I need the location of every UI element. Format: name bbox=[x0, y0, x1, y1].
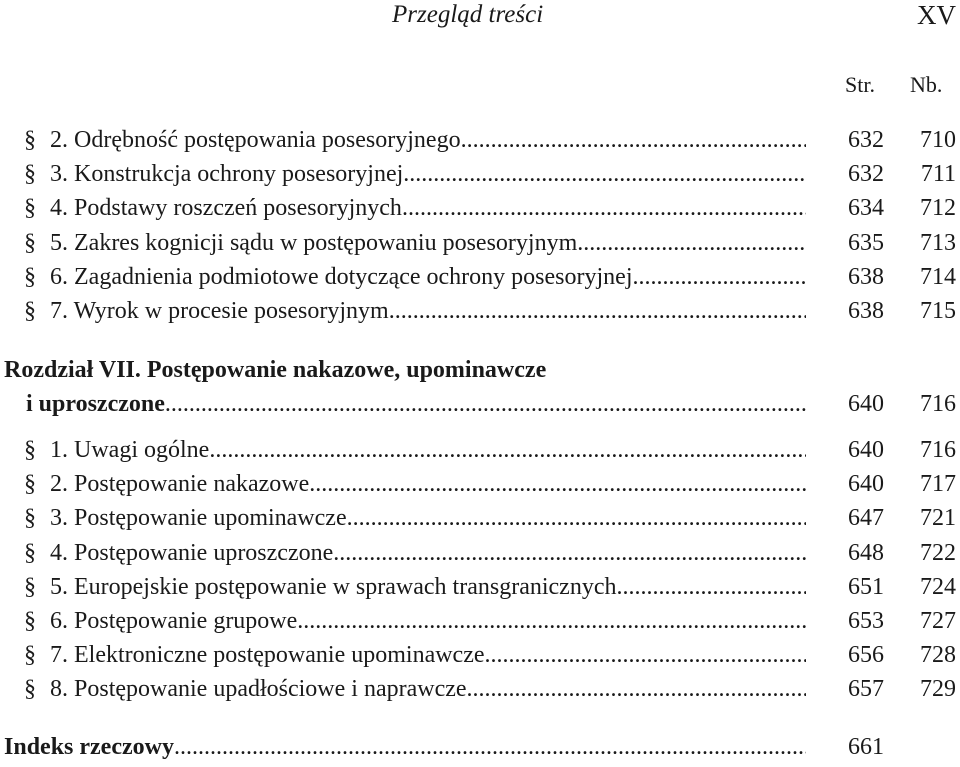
margin-number: 717 bbox=[920, 471, 956, 498]
page-str: 656 bbox=[848, 642, 884, 669]
index-label: Indeks rzeczowy bbox=[4, 734, 174, 760]
margin-number: 713 bbox=[920, 229, 956, 256]
leader-dots bbox=[632, 260, 806, 294]
page-number: XV bbox=[917, 0, 956, 30]
toc-entry-label: 3. Konstrukcja ochrony posesoryjnej bbox=[50, 161, 404, 188]
page-str: 657 bbox=[848, 676, 884, 703]
toc-row[interactable] bbox=[0, 226, 960, 260]
toc-entry-label: 8. Postępowanie upadłościowe i naprawcze bbox=[50, 676, 467, 703]
toc-row[interactable] bbox=[0, 570, 960, 604]
page-str: 638 bbox=[848, 298, 884, 324]
leader-dots bbox=[467, 672, 806, 706]
toc-row[interactable] bbox=[0, 123, 960, 157]
page-str: 638 bbox=[848, 263, 884, 290]
section-symbol: § bbox=[24, 298, 36, 324]
margin-number: 727 bbox=[920, 608, 956, 634]
page-str: 647 bbox=[848, 505, 884, 532]
leader-dots bbox=[333, 536, 806, 570]
leader-dots bbox=[165, 387, 806, 421]
leader-dots bbox=[347, 501, 806, 535]
margin-number: 710 bbox=[920, 127, 956, 153]
page-str: 640 bbox=[848, 471, 884, 498]
section-symbol: § bbox=[24, 539, 36, 566]
margin-number: 729 bbox=[920, 676, 956, 703]
toc-entry-label: 1. Uwagi ogólne bbox=[50, 437, 210, 463]
toc-entry-label: 5. Europejskie postępowanie w sprawach transgranicznych bbox=[50, 573, 617, 600]
toc-entry-label: 6. Postępowanie grupowe bbox=[50, 608, 298, 634]
leader-dots bbox=[174, 730, 806, 764]
leader-dots bbox=[485, 638, 806, 672]
toc-entry-label: 7. Elektroniczne postępowanie upominawcze bbox=[50, 642, 485, 669]
section-symbol: § bbox=[24, 505, 36, 532]
section-symbol: § bbox=[24, 573, 36, 600]
page-str: 634 bbox=[848, 195, 884, 222]
leader-dots bbox=[209, 433, 806, 467]
page-str: 640 bbox=[848, 437, 884, 463]
toc-entry-label: 4. Postępowanie uproszczone bbox=[50, 539, 334, 566]
toc-entry-label: 6. Zagadnienia podmiotowe dotyczące ochrony posesoryjnej bbox=[50, 263, 633, 290]
leader-dots bbox=[402, 191, 806, 225]
toc-entry-label: 7. Wyrok w procesie posesoryjnym bbox=[50, 298, 389, 324]
page-title: Przegląd treści bbox=[392, 1, 544, 28]
leader-dots bbox=[577, 226, 806, 260]
toc-entry-label: 2. Postępowanie nakazowe bbox=[50, 471, 310, 498]
section-symbol: § bbox=[24, 642, 36, 669]
section-symbol: § bbox=[24, 263, 36, 290]
margin-number: 714 bbox=[920, 263, 956, 290]
section-symbol: § bbox=[24, 127, 36, 153]
toc-row[interactable] bbox=[0, 260, 960, 294]
toc-row[interactable] bbox=[0, 536, 960, 570]
toc-row[interactable] bbox=[0, 604, 960, 638]
leader-dots bbox=[403, 157, 806, 191]
chapter-title-continued: i uproszczone bbox=[26, 391, 165, 417]
toc-row[interactable] bbox=[0, 501, 960, 535]
column-header-nb: Nb. bbox=[910, 72, 943, 97]
margin-number: 715 bbox=[920, 298, 956, 324]
leader-dots bbox=[616, 570, 806, 604]
toc-row[interactable] bbox=[0, 157, 960, 191]
section-symbol: § bbox=[24, 229, 36, 256]
chapter-title: Rozdział VII. Postępowanie nakazowe, upominawcze bbox=[4, 357, 547, 383]
margin-number: 716 bbox=[920, 437, 956, 463]
toc-row[interactable] bbox=[0, 638, 960, 672]
leader-dots bbox=[297, 604, 806, 638]
toc-row-index[interactable] bbox=[0, 730, 960, 764]
page-str: 653 bbox=[848, 608, 884, 634]
leader-dots bbox=[461, 123, 806, 157]
section-symbol: § bbox=[24, 608, 36, 634]
page-str: 635 bbox=[848, 229, 884, 256]
section-symbol: § bbox=[24, 676, 36, 703]
page-str: 651 bbox=[848, 573, 884, 600]
page-str: 661 bbox=[848, 734, 884, 760]
toc-row[interactable] bbox=[0, 294, 960, 328]
column-header-str: Str. bbox=[845, 72, 875, 97]
section-symbol: § bbox=[24, 161, 36, 188]
margin-number: 724 bbox=[920, 573, 956, 600]
section-symbol: § bbox=[24, 471, 36, 498]
toc-row[interactable] bbox=[0, 672, 960, 706]
page-str: 648 bbox=[848, 539, 884, 566]
toc-entry-label: 5. Zakres kognicji sądu w postępowaniu posesoryjnym bbox=[50, 229, 578, 256]
page-str: 632 bbox=[848, 127, 884, 153]
toc-row[interactable] bbox=[0, 191, 960, 225]
margin-number: 716 bbox=[920, 391, 956, 417]
leader-dots bbox=[389, 294, 806, 328]
page-str: 632 bbox=[848, 161, 884, 188]
toc-row-chapter[interactable] bbox=[0, 387, 960, 421]
margin-number: 712 bbox=[920, 195, 956, 222]
page-str: 640 bbox=[848, 391, 884, 417]
toc-row[interactable] bbox=[0, 467, 960, 501]
section-symbol: § bbox=[24, 437, 36, 463]
margin-number: 728 bbox=[920, 642, 956, 669]
toc-entry-label: 4. Podstawy roszczeń posesoryjnych bbox=[50, 195, 402, 222]
section-symbol: § bbox=[24, 195, 36, 222]
leader-dots bbox=[309, 467, 806, 501]
toc-entry-label: 3. Postępowanie upominawcze bbox=[50, 505, 347, 532]
margin-number: 721 bbox=[920, 505, 956, 532]
margin-number: 711 bbox=[920, 161, 956, 188]
toc-entry-label: 2. Odrębność postępowania posesoryjnego bbox=[50, 127, 461, 153]
margin-number: 722 bbox=[920, 539, 956, 566]
toc-row[interactable] bbox=[0, 433, 960, 467]
